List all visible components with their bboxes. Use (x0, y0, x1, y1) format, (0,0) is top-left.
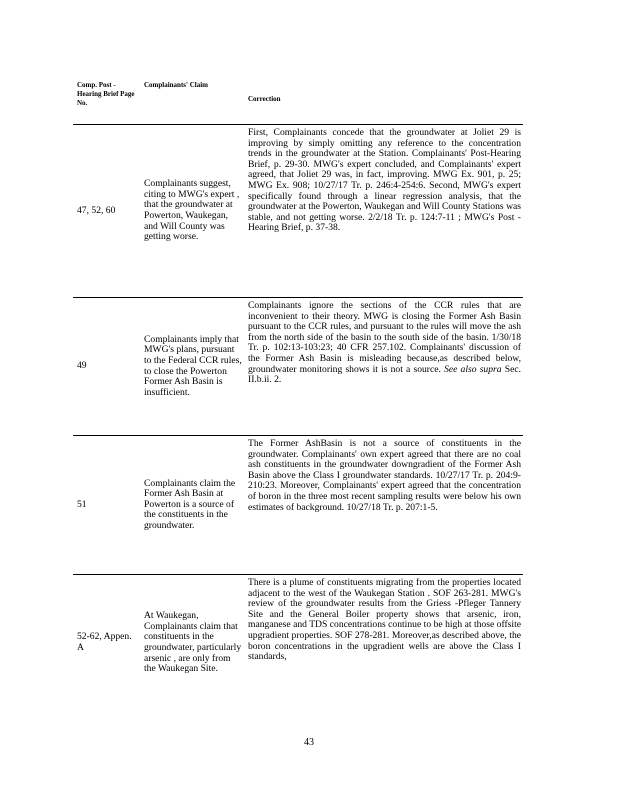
table-row (73, 574, 523, 711)
table-header-row (73, 75, 523, 124)
row-page-no: 47, 52, 60 (77, 204, 116, 216)
row-correction-italic: See also supra (444, 363, 502, 375)
row-claim: Complainants imply that MWG's plans, pursuant to the Federal CCR rules, to close the Powerton Former Ash Basin is insufficient. (144, 333, 242, 398)
row-correction-tail: Sec. II.b.ii. 2. (248, 363, 521, 386)
table-row (73, 124, 523, 297)
row-page-no: 52-62, Appen. A (77, 631, 132, 653)
table-row (73, 435, 523, 574)
row-page-no: 51 (77, 498, 87, 510)
row-correction: The Former AshBasin is not a source of constituents in the groundwater. Complainants' own expert agreed that there are no coal ash constituents in the groundwater downgradient of the Former Ash Basin above the Class I groundwater standards. 10/27/17 Tr. p. 204:9-210:23. Moreover, Complainants' expert agreed that the concentration of boron in the three most recent sampling results were below his own estimates of background. 10/27/18 Tr. p. 207:1-5. (248, 438, 521, 513)
row-correction: There is a plume of constituents migrating from the properties located adjacent to the west of the Waukegan Station . SOF 263-281. MWG's review of the groundwater results from the Griess -Pfleger Tannery Site and the General Boiler property shows that arsenic, iron, manganese and TDS concentrations continue to be high at those offsite upgradient properties. SOF 278-281. Moreover,as described above, the boron concentrations in the upgradient wells are above the Class I standards, (248, 577, 521, 663)
header-claim: Complainants' Claim (144, 81, 208, 89)
row-correction (244, 298, 523, 435)
header-page-no: Comp. Post - Hearing Brief Page No. (77, 81, 135, 107)
row-claim: Complainants suggest, citing to MWG's expert , that the groundwater at Powerton, Waukegan, and Will County was getting worse. (144, 178, 240, 243)
row-page-no: 49 (77, 360, 87, 372)
row-claim: At Waukegan, Complainants claim that constituents in the groundwater, particularly arsenic , are only from the Waukegan Site. (144, 610, 242, 675)
correction-table (73, 75, 523, 711)
row-correction-text: Complainants ignore the sections of the CCR rules that are inconvenient to their theory. MWG is closing the Former Ash Basin pursuant to the CCR rules, and pursuant to the rules will move the ash from the north side of the basin to the south side of the basin. 1/30/18 Tr. p. 102:13-103:23; 40 CFR 257.102. Complainants' discussion of the Former Ash Basin is misleading because,as described below, groundwater monitoring shows it is not a source. (248, 300, 521, 375)
header-correction: Correction (248, 95, 281, 103)
page-number: 43 (304, 737, 314, 748)
row-claim: Complainants claim the Former Ash Basin at Powerton is a source of the constituents in the groundwater. (144, 477, 236, 531)
table-row (73, 297, 523, 435)
row-correction: First, Complainants concede that the groundwater at Joliet 29 is improving by simply omitting any reference to the concentration trends in the groundwater at the Station. Complainants' Post-Hearing Brief, p. 29-30. MWG's expert concluded, and Complainants' expert agreed, that Joliet 29 was, in fact, improving. MWG Ex. 901, p. 25; MWG Ex. 908; 10/27/17 Tr. p. 246:4-254:6. Second, MWG's expert specifically found through a linear regression analysis, that the groundwater at the Powerton, Waukegan and Will County Stations was stable, and not getting worse. 2/2/18 Tr. p. 124:7-11 ; MWG's Post -Hearing Brief, p. 37-38. (248, 127, 521, 234)
